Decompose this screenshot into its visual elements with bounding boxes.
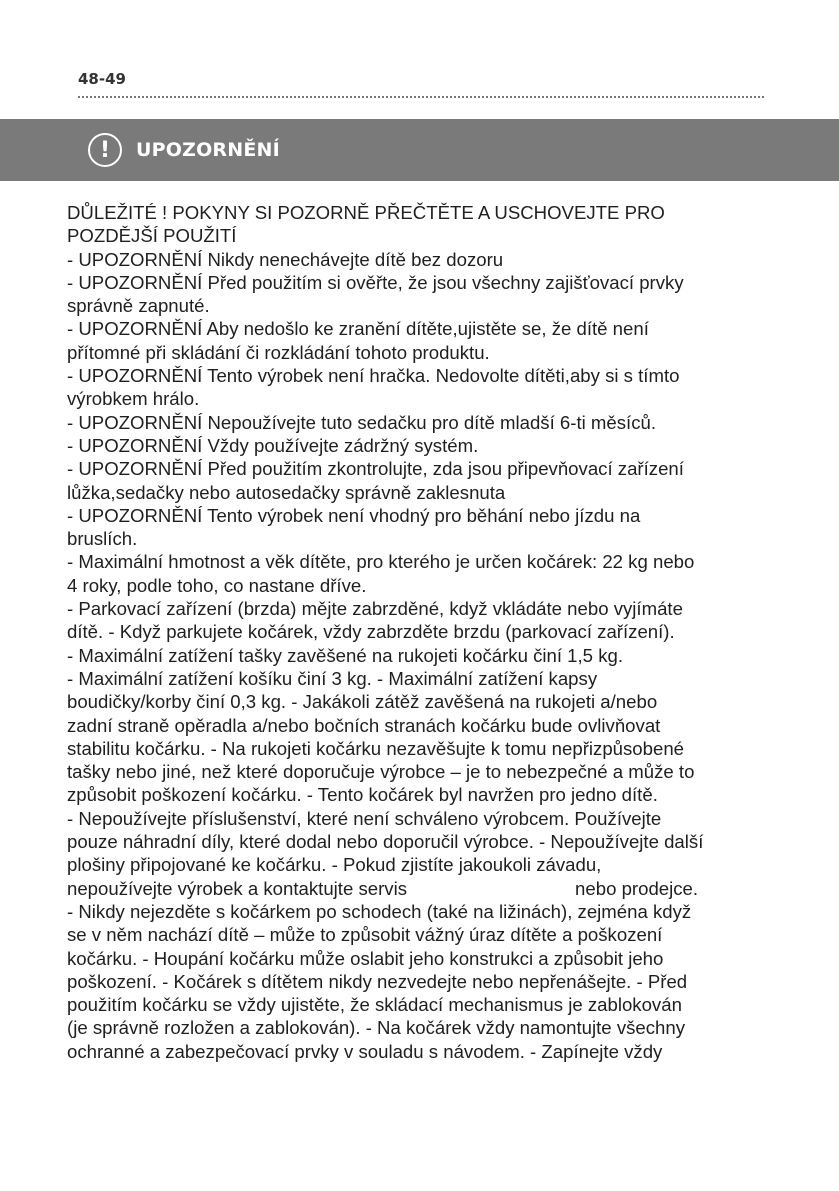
text-line: - Maximální zatížení košíku činí 3 kg. - Maximální zatížení kapsy	[67, 667, 598, 689]
text-line: - Parkovací zařízení (brzda) mějte zabrzděné, když vkládáte nebo vyjímáte	[67, 598, 683, 620]
text-line: - UPOZORNĚNÍ Před použitím si ověřte, že jsou všechny zajišťovací prvky	[67, 271, 684, 293]
text-line: poškození. - Kočárek s dítětem nikdy nezvedejte nebo nepřenášejte. - Před	[67, 970, 688, 992]
split-line-right: nebo prodejce.	[575, 877, 699, 899]
dotted-divider	[78, 96, 764, 98]
page-number: 48-49	[78, 70, 126, 88]
text-line: tašky nebo jiné, než které doporučuje výrobce – je to nebezpečné a může to	[67, 761, 695, 783]
text-line: bruslích.	[67, 528, 138, 550]
text-line: - Maximální zatížení tašky zavěšené na rukojeti kočárku činí 1,5 kg.	[67, 644, 623, 666]
text-line: stabilitu kočárku. - Na rukojeti kočárku nezavěšujte k tomu nepřizpůsobené	[67, 737, 685, 759]
text-line: POZDĚJŠÍ POUŽITÍ	[67, 225, 237, 247]
text-line: - Nikdy nejezděte s kočárkem po schodech (také na ližinách), zejména když	[67, 900, 692, 922]
text-line: dítě. - Když parkujete kočárek, vždy zabrzděte brzdu (parkovací zařízení).	[67, 621, 675, 643]
text-line: 4 roky, podle toho, co nastane dříve.	[67, 574, 367, 596]
exclamation-circle-icon: !	[88, 133, 122, 167]
text-line: - UPOZORNĚNÍ Tento výrobek není vhodný pro běhání nebo jízdu na	[67, 504, 641, 526]
text-line-split	[67, 877, 797, 900]
text-line: pouze náhradní díly, které dodal nebo doporučil výrobce. - Nepoužívejte další	[67, 831, 704, 853]
text-line: - Nepoužívejte příslušenství, které není schváleno výrobcem. Používejte	[67, 807, 662, 829]
text-line: - UPOZORNĚNÍ Před použitím zkontrolujte, zda jsou připevňovací zařízení	[67, 458, 684, 480]
text-line: zadní straně opěradla a/nebo bočních stranách kočárku bude ovlivňovat	[67, 714, 661, 736]
text-line: výrobkem hrálo.	[67, 388, 200, 410]
text-line: lůžka,sedačky nebo autosedačky správně zaklesnuta	[67, 481, 506, 503]
text-line: se v něm nachází dítě – může to způsobit vážný úraz dítěte a poškození	[67, 924, 663, 946]
warning-text	[67, 201, 797, 1063]
warning-banner	[0, 119, 839, 181]
text-line: (je správně rozložen a zablokován). - Na kočárek vždy namontujte všechny	[67, 1017, 686, 1039]
text-line: kočárku. - Houpání kočárku může oslabit jeho konstrukci a způsobit jeho	[67, 947, 664, 969]
banner-title: UPOZORNĚNÍ	[136, 139, 280, 161]
text-line: přítomné při skládání či rozkládání tohoto produktu.	[67, 341, 490, 363]
text-line: správně zapnuté.	[67, 295, 210, 317]
text-line: - UPOZORNĚNÍ Nikdy nenechávejte dítě bez dozoru	[67, 248, 504, 270]
text-line: použitím kočárku se vždy ujistěte, že skládací mechanismus je zablokován	[67, 994, 682, 1016]
text-line: boudičky/korby činí 0,3 kg. - Jakákoli zátěž zavěšená na rukojeti a/nebo	[67, 691, 658, 713]
text-line: - UPOZORNĚNÍ Vždy používejte zádržný systém.	[67, 434, 479, 456]
text-line: - UPOZORNĚNÍ Nepoužívejte tuto sedačku pro dítě mladší 6-ti měsíců.	[67, 411, 657, 433]
text-line: způsobit poškození kočárku. - Tento kočárek byl navržen pro jedno dítě.	[67, 784, 658, 806]
text-line: DŮLEŽITÉ ! POKYNY SI POZORNĚ PŘEČTĚTE A USCHOVEJTE PRO	[67, 202, 665, 223]
split-line-left: nepoužívejte výrobek a kontaktujte servis	[67, 877, 408, 899]
text-line: plošiny připojované ke kočárku. - Pokud zjistíte jakoukoli závadu,	[67, 854, 602, 876]
text-line: - UPOZORNĚNÍ Aby nedošlo ke zranění dítěte,ujistěte se, že dítě není	[67, 318, 649, 340]
text-line: - Maximální hmotnost a věk dítěte, pro kterého je určen kočárek: 22 kg nebo	[67, 551, 695, 573]
text-line: ochranné a zabezpečovací prvky v souladu s návodem. - Zapínejte vždy	[67, 1040, 663, 1062]
text-line: - UPOZORNĚNÍ Tento výrobek není hračka. Nedovolte dítěti,aby si s tímto	[67, 365, 680, 387]
